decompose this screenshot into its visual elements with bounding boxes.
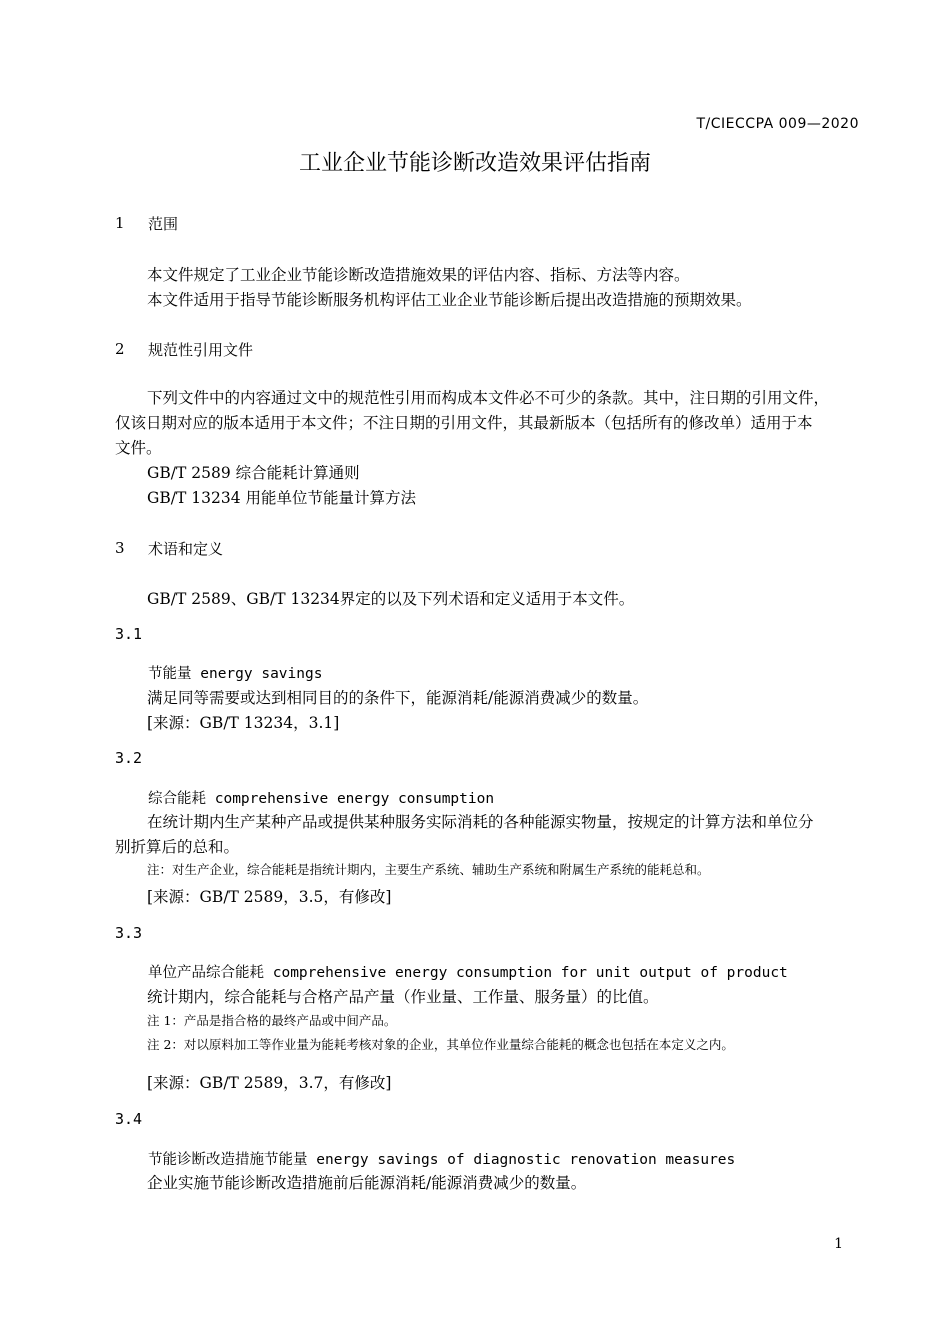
- term-definition: 统计期内，综合能耗与合格产品产量（作业量、工作量、服务量）的比值。: [147, 988, 659, 1006]
- term-number: 3.1: [115, 625, 143, 643]
- term-source: [来源：GB/T 2589，3.5，有修改]: [147, 888, 392, 906]
- term-definition: 满足同等需要或达到相同目的的条件下，能源消耗/能源消费减少的数量。: [147, 689, 649, 707]
- paragraph-line: 下列文件中的内容通过文中的规范性引用而构成本文件必不可少的条款。其中，注日期的引用文件，: [147, 389, 830, 407]
- paragraph-line: 文件。: [115, 439, 162, 457]
- term-name: 单位产品综合能耗 comprehensive energy consumption for unit output of product: [148, 965, 788, 981]
- term-note: 注 2：对以原料加工等作业量为能耗考核对象的企业，其单位作业量综合能耗的概念也包括在本定义之内。: [147, 1037, 734, 1052]
- document-number: T/CIECCPA 009—2020: [696, 116, 859, 132]
- document-title: 工业企业节能诊断改造效果评估指南: [298, 151, 651, 176]
- term-definition: 别折算后的总和。: [115, 838, 240, 856]
- section-1-number: 1: [115, 214, 125, 232]
- term-name: 综合能耗 comprehensive energy consumption: [148, 791, 495, 807]
- section-2-heading: 规范性引用文件: [148, 341, 254, 359]
- section-3-heading: 术语和定义: [148, 540, 224, 558]
- term-number: 3.4: [115, 1110, 143, 1128]
- term-name: 节能诊断改造措施节能量 energy savings of diagnostic renovation measures: [148, 1152, 736, 1168]
- term-number: 3.3: [115, 924, 143, 942]
- paragraph: GB/T 2589、GB/T 13234界定的以及下列术语和定义适用于本文件。: [147, 590, 635, 608]
- normative-reference: GB/T 2589 综合能耗计算通则: [147, 464, 360, 482]
- paragraph: 本文件规定了工业企业节能诊断改造措施效果的评估内容、指标、方法等内容。: [147, 266, 690, 284]
- section-2-number: 2: [115, 340, 125, 358]
- term-source: [来源：GB/T 13234，3.1]: [147, 714, 340, 732]
- term-definition: 企业实施节能诊断改造措施前后能源消耗/能源消费减少的数量。: [147, 1174, 587, 1192]
- term-name: 节能量 energy savings: [148, 666, 323, 682]
- term-note: 注 1：产品是指合格的最终产品或中间产品。: [147, 1013, 397, 1028]
- normative-reference: GB/T 13234 用能单位节能量计算方法: [147, 489, 416, 507]
- term-number: 3.2: [115, 749, 143, 767]
- section-3-number: 3: [115, 539, 125, 557]
- term-definition: 在统计期内生产某种产品或提供某种服务实际消耗的各种能源实物量，按规定的计算方法和单位分: [147, 813, 814, 831]
- paragraph: 本文件适用于指导节能诊断服务机构评估工业企业节能诊断后提出改造措施的预期效果。: [147, 291, 752, 309]
- term-source: [来源：GB/T 2589，3.7，有修改]: [147, 1074, 392, 1092]
- section-1-heading: 范围: [148, 215, 179, 233]
- paragraph-line: 仅该日期对应的版本适用于本文件；不注日期的引用文件，其最新版本（包括所有的修改单）适用于本: [115, 414, 813, 432]
- page-number: 1: [834, 1236, 843, 1252]
- term-note: 注：对生产企业，综合能耗是指统计期内，主要生产系统、辅助生产系统和附属生产系统的能耗总和。: [147, 862, 710, 877]
